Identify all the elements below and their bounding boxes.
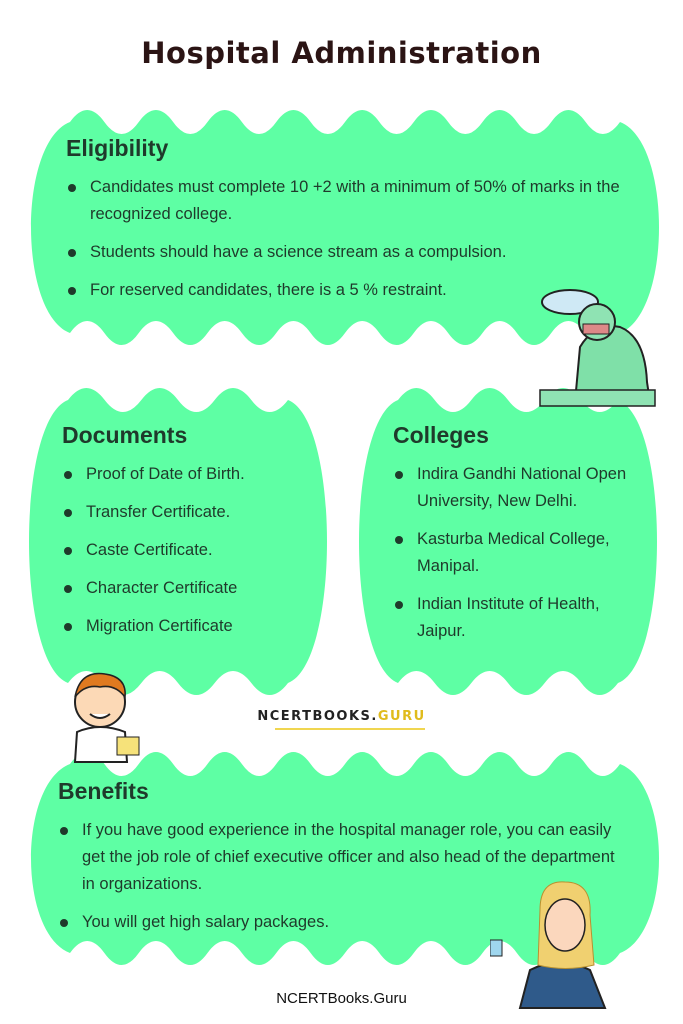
- documents-item: Proof of Date of Birth.: [62, 461, 312, 488]
- eligibility-item: For reserved candidates, there is a 5 % restraint.: [66, 277, 636, 304]
- footer-credit: NCERTBooks.Guru: [276, 990, 407, 1007]
- brand-underline: [275, 728, 425, 730]
- colleges-item: Kasturba Medical College, Manipal.: [393, 526, 648, 580]
- brand-main: NCERTBOOKS.: [257, 709, 378, 724]
- benefits-item: You will get high salary packages.: [58, 909, 628, 936]
- colleges-item: Indian Institute of Health, Jaipur.: [393, 591, 648, 645]
- colleges-item: Indira Gandhi National Open University, New Delhi.: [393, 461, 648, 515]
- benefits-item: If you have good experience in the hospital manager role, you can easily get the job role of chief executive officer and also head of the department in organizations.: [58, 817, 628, 898]
- benefits-heading: Benefits: [58, 778, 149, 804]
- documents-heading: Documents: [62, 422, 188, 448]
- eligibility-heading: Eligibility: [66, 135, 169, 161]
- colleges-section: [393, 422, 648, 656]
- brand-accent: GURU: [377, 709, 426, 724]
- documents-item: Character Certificate: [62, 575, 312, 602]
- documents-item: Transfer Certificate.: [62, 499, 312, 526]
- page-title: Hospital Administration: [141, 36, 542, 70]
- colleges-heading: Colleges: [393, 422, 489, 448]
- documents-item: Migration Certificate: [62, 613, 312, 640]
- doctor-illustration: [55, 662, 150, 767]
- documents-section: [62, 422, 312, 651]
- eligibility-item: Candidates must complete 10 +2 with a minimum of 50% of marks in the recognized college.: [66, 174, 636, 228]
- surgeon-illustration: [535, 282, 660, 410]
- documents-item: Caste Certificate.: [62, 537, 312, 564]
- eligibility-item: Students should have a science stream as a compulsion.: [66, 239, 636, 266]
